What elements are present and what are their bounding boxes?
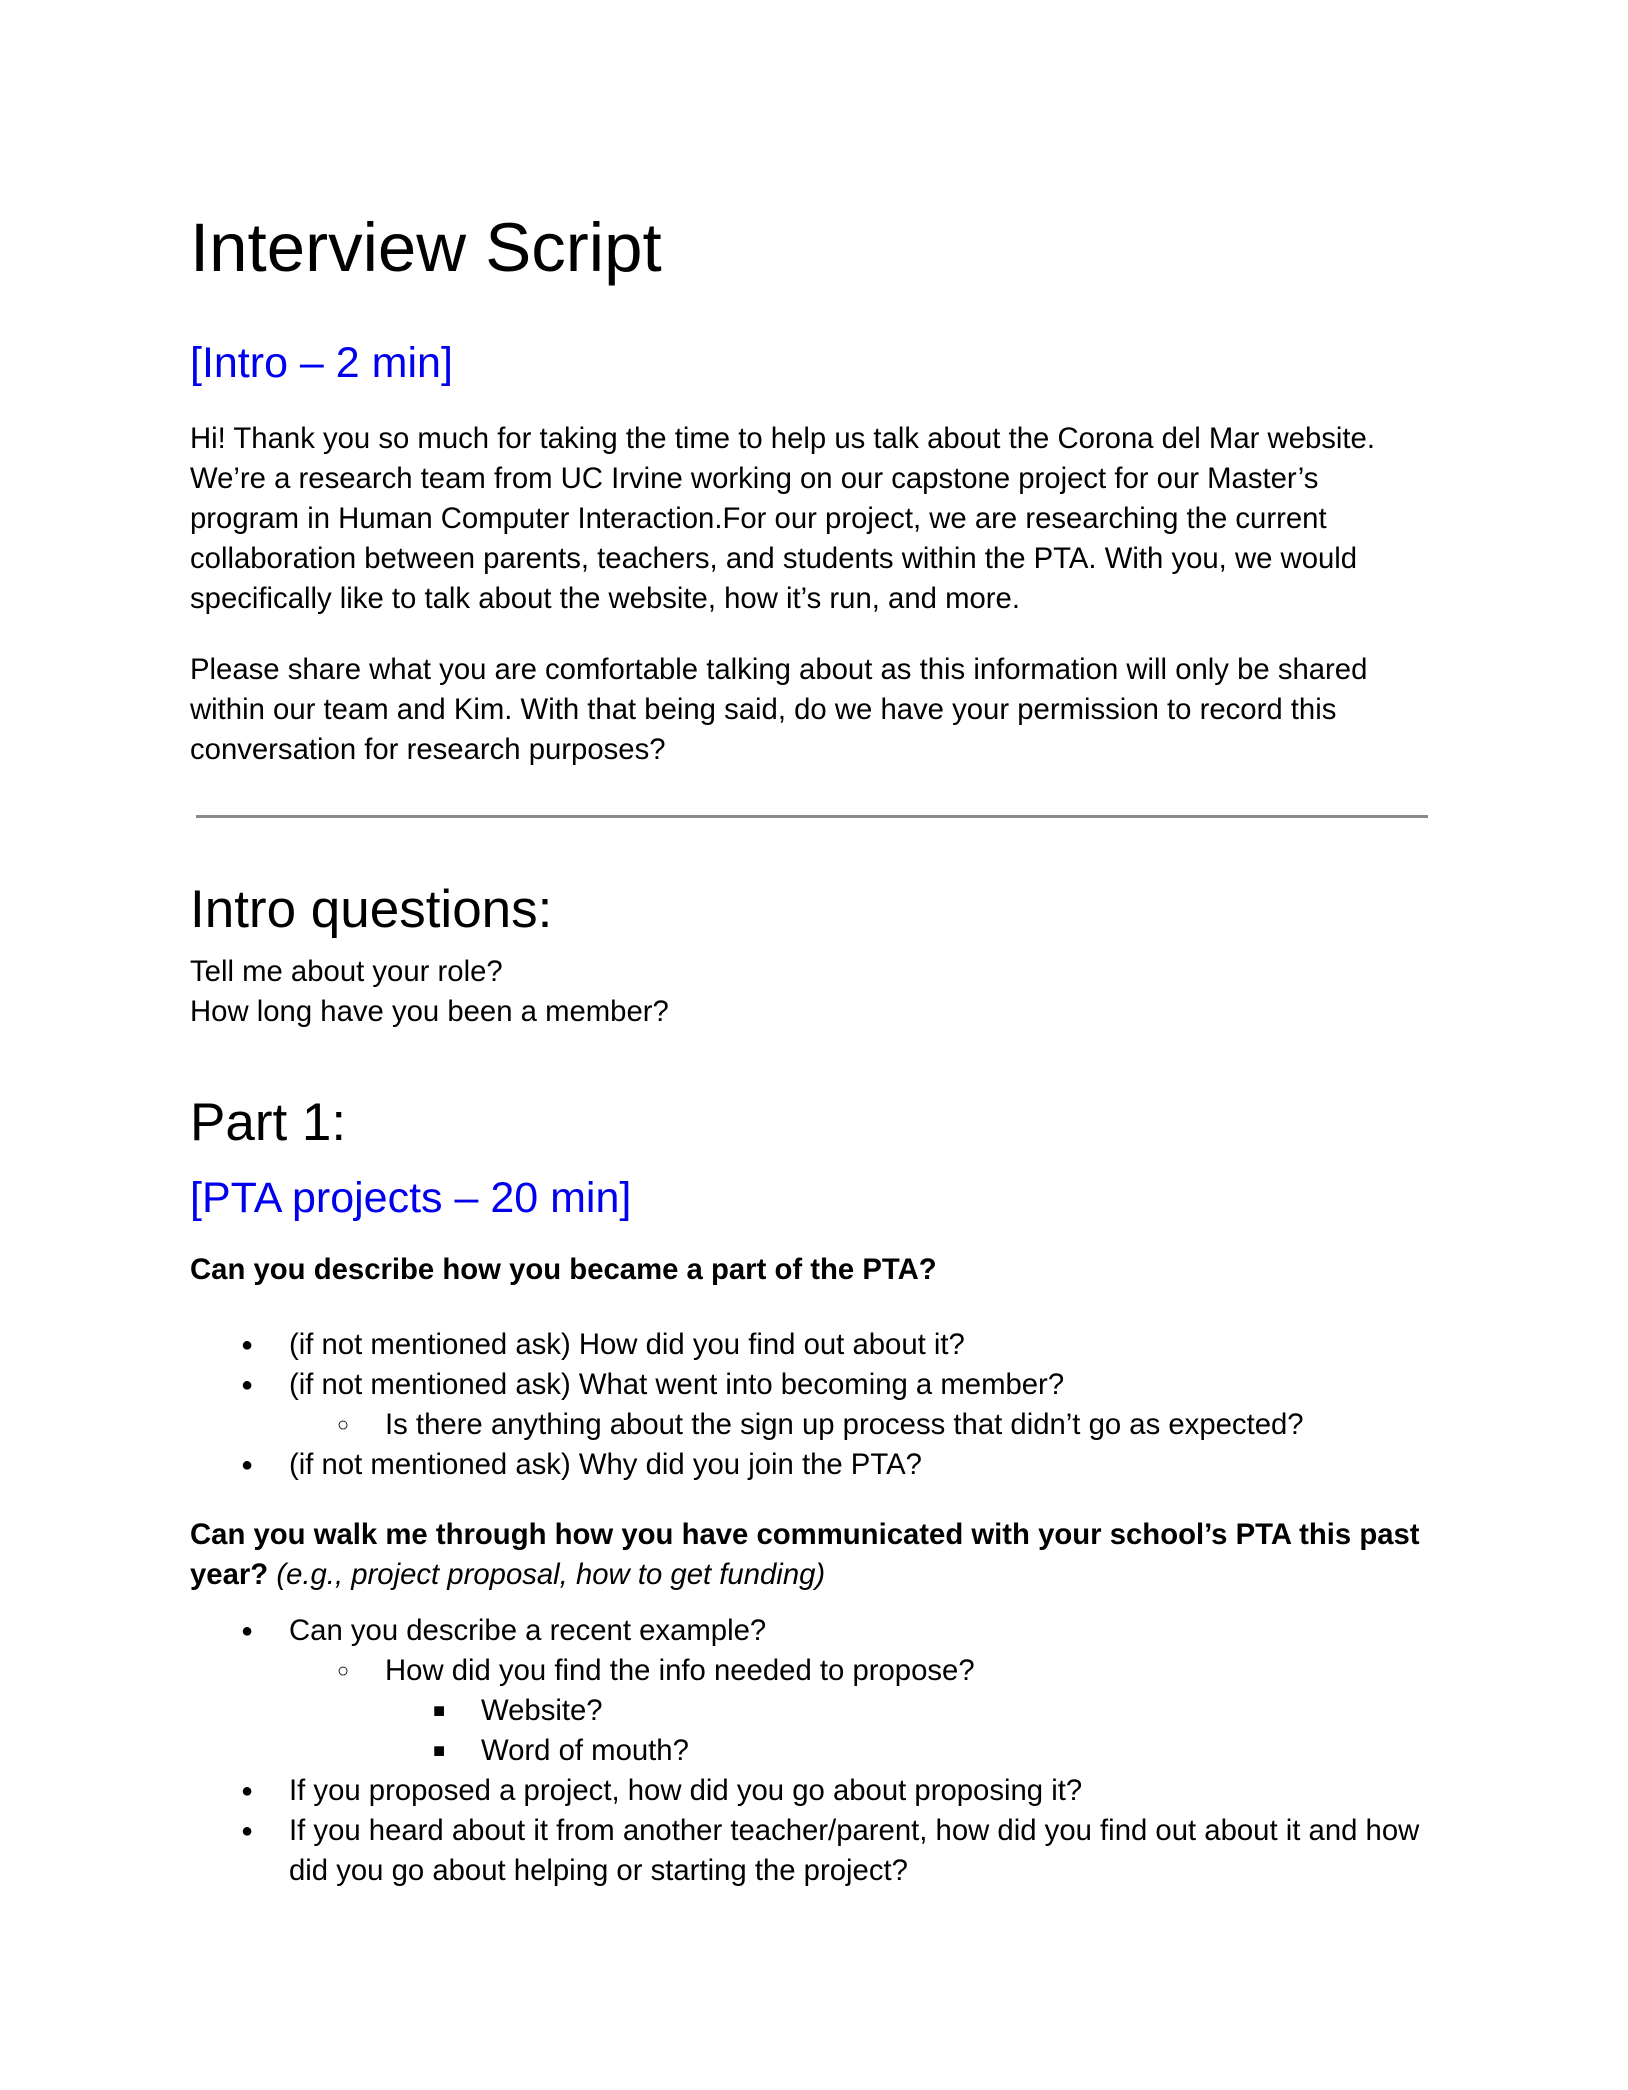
intro-question-2: How long have you been a member?: [190, 995, 669, 1028]
intro-paragraph-1: Hi! Thank you so much for taking the time to help us talk about the Corona del Mar website. We’re a research team from UC Irvine working on our capstone project for our Master’s program in Human Computer Interaction.For our project, we are researching the current collaboration between parents, teachers, and students within the PTA. With you, we would specifically like to talk about the website, how it’s run, and more.: [190, 422, 1375, 615]
question-1: Can you describe how you became a part of the PTA?: [190, 1253, 937, 1286]
horizontal-rule: [196, 815, 1428, 818]
intro-questions-block: [190, 952, 1430, 1032]
section-heading-pta-projects: [PTA projects – 20 min]: [190, 1174, 632, 1222]
list-item-text: How did you find the info needed to propose?: [385, 1654, 975, 1687]
bullet-list-1: [190, 1325, 1430, 1485]
intro-paragraph-2: Please share what you are comfortable talking about as this information will only be shared within our team and Kim. With that being said, do we have your permission to record this conversation for research purposes?: [190, 653, 1368, 766]
heading-intro-questions: Intro questions:: [190, 880, 553, 939]
list-item: [190, 1325, 1430, 1365]
bullet-disc-icon: ●: [241, 1454, 254, 1476]
list-item: [190, 1771, 1430, 1811]
list-item-text: Website?: [481, 1694, 603, 1727]
list-item: [190, 1611, 1430, 1651]
question-2: [190, 1515, 1430, 1595]
section-heading-intro: [Intro – 2 min]: [190, 339, 453, 387]
bullet-disc-icon: ●: [241, 1374, 254, 1396]
bullet-disc-icon: ●: [241, 1334, 254, 1356]
document-content: [190, 209, 1430, 1891]
list-item: [190, 1691, 1430, 1731]
list-item-text: (if not mentioned ask) Why did you join the PTA?: [289, 1448, 922, 1481]
bullet-list-2: [190, 1611, 1430, 1891]
bullet-disc-icon: ●: [241, 1620, 254, 1642]
bullet-circle-icon: ○: [337, 1414, 350, 1436]
heading-part-1: Part 1:: [190, 1093, 347, 1152]
question-2-bold-text: Can you walk me through how you have communicated with your school’s PTA this past year?: [190, 1518, 1420, 1591]
list-item-text: Can you describe a recent example?: [289, 1614, 767, 1647]
list-item-text: Word of mouth?: [481, 1734, 689, 1767]
bullet-circle-icon: ○: [337, 1660, 350, 1682]
list-item: [190, 1651, 1430, 1691]
bullet-square-icon: ■: [433, 1700, 446, 1722]
list-item-text: If you heard about it from another teacher/parent, how did you find out about it and how did you go about helping or starting the project?: [289, 1814, 1420, 1887]
list-item-text: (if not mentioned ask) How did you find out about it?: [289, 1328, 965, 1361]
list-item: [190, 1811, 1430, 1891]
bullet-square-icon: ■: [433, 1740, 446, 1762]
list-item: [190, 1445, 1430, 1485]
intro-question-1: Tell me about your role?: [190, 955, 503, 988]
list-item: [190, 1731, 1430, 1771]
list-item: [190, 1365, 1430, 1405]
bullet-disc-icon: ●: [241, 1780, 254, 1802]
list-item-text: If you proposed a project, how did you go about proposing it?: [289, 1774, 1083, 1807]
list-item-text: Is there anything about the sign up process that didn’t go as expected?: [385, 1408, 1304, 1441]
list-item: [190, 1405, 1430, 1445]
document-title: Interview Script: [190, 209, 662, 286]
question-2-italic-text: (e.g., project proposal, how to get funding): [268, 1558, 826, 1591]
list-item-text: (if not mentioned ask) What went into becoming a member?: [289, 1368, 1065, 1401]
bullet-disc-icon: ●: [241, 1820, 254, 1842]
